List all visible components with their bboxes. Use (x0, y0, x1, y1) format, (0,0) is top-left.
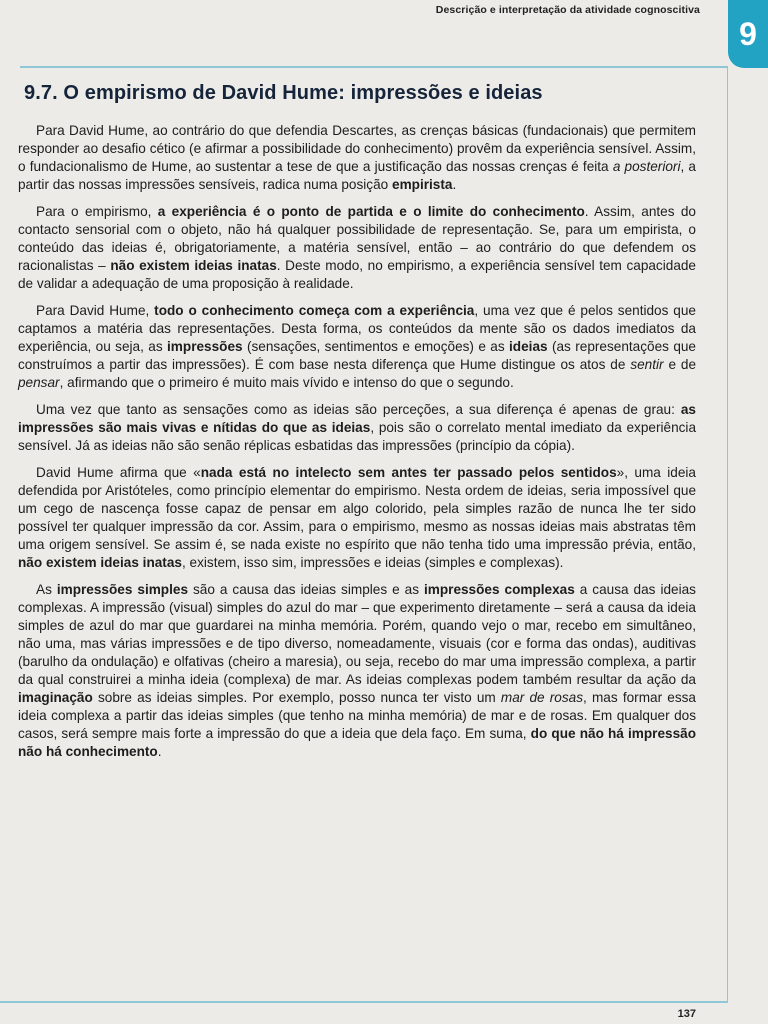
paragraph-6 (18, 581, 696, 761)
body-text (18, 122, 696, 770)
frame-line-right (727, 66, 729, 1001)
text-run: Para David Hume, ao contrário do que defendia Descartes, as crenças básicas (fundacionais) que permitem responder ao desafio cético (e afirmar a possibilidade do conhecimento) provêm da experiência sensível. Assim, o fundacionalismo de Hume, ao sustentar a tese de que a justificação das nossas crenças é feita (18, 123, 696, 174)
text-run: a posteriori (612, 159, 681, 174)
text-run: ideias (509, 339, 548, 354)
text-run: Para o empirismo, (36, 204, 158, 219)
text-run: . Deste modo, no empirismo, a experiência sensível tem capacidade de validar a adequação de uma proposição à realidade. (18, 258, 696, 291)
text-run: », uma ideia defendida por Aristóteles, como princípio elementar do empirismo. Nesta ordem de ideias, seria impossível que um cego de nascença fosse capaz de pensar em algo colorido, pela simples razão de nunca lhe ter sido possível ter qualquer impressão da cor. Assim, para o empirismo, mesmo as nossas ideias mais abstratas têm uma origem sensível. Se assim é, se nada existe no espírito que não tenha tido uma impressão prévia, então, (18, 465, 696, 552)
page-number: 137 (677, 1008, 696, 1020)
frame-line-bottom (0, 1001, 728, 1003)
text-run: . (452, 177, 457, 192)
text-run: Uma vez que tanto as sensações como as ideias são perceções, a sua diferença é apenas de grau: (36, 402, 681, 417)
text-run: impressões simples (56, 582, 189, 597)
text-run: não existem ideias inatas (18, 555, 182, 570)
text-run: , existem, isso sim, impressões e ideias (simples e complexas). (181, 555, 564, 570)
text-run: , a partir das nossas impressões sensíveis, radica numa posição (18, 159, 696, 192)
text-run: imaginação (18, 690, 93, 705)
text-run: nada está no intelecto sem antes ter passado pelos sentidos (200, 465, 617, 480)
text-run: todo o conhecimento começa com a experiência (154, 303, 475, 318)
paragraph-1 (18, 122, 696, 194)
text-run: (sensações, sentimentos e emoções) e as (242, 339, 510, 354)
text-run: as impressões são mais vivas e nítidas do que as ideias (18, 402, 696, 435)
text-run: , mas formar essa ideia complexa a partir das ideias simples (que tenho na minha memória) de mar e de rosas. Em qualquer dos casos, será sempre mais forte a impressão do que a ideia que dela faço. Em suma, (18, 690, 696, 741)
text-run: . (157, 744, 162, 759)
text-run: empirista (392, 177, 453, 192)
text-run: sentir (630, 357, 664, 372)
text-run: do que não há impressão não há conhecimento (18, 726, 697, 759)
text-run: , uma vez que é pelos sentidos que captamos a matéria das representações. Desta forma, os conteúdos da mente são os dados imediatos da experiência, ou seja, as (18, 303, 696, 354)
text-run: , afirmando que o primeiro é muito mais vívido e intenso do que o segundo. (59, 375, 514, 390)
text-run: David Hume afirma que « (36, 465, 201, 480)
text-run: pensar (18, 375, 60, 390)
text-run: . Assim, antes do contacto sensorial com o objeto, não há qualquer possibilidade de representação. Se, para um empirista, o conteúdo das ideias é, obrigatoriamente, a matéria sensível, então – ao contrário do que defendem os racionalistas – (18, 204, 696, 273)
paragraph-4 (18, 401, 696, 455)
text-run: impressões (167, 339, 243, 354)
text-run: são a causa das ideias simples e as (188, 582, 424, 597)
text-run: (as representações que construímos a partir das impressões). É com base nesta diferença que Hume distingue os atos de (18, 339, 696, 372)
text-run: a experiência é o ponto de partida e o limite do conhecimento (157, 204, 585, 219)
text-run: As (36, 582, 57, 597)
text-run: sobre as ideias simples. Por exemplo, posso nunca ter visto um (92, 690, 501, 705)
chapter-tab: 9 (728, 0, 768, 68)
text-run: , pois são o correlato mental imediato da experiência sensível. Já as ideias não são senão réplicas esbatidas das impressões (princípio da cópia). (18, 420, 697, 453)
text-run: mar de rosas (500, 690, 584, 705)
text-run: impressões complexas (423, 582, 575, 597)
paragraph-2 (18, 203, 696, 293)
paragraph-3 (18, 302, 696, 392)
text-run: a causa das ideias complexas. A impressão (visual) simples do azul do mar – que experimento diretamente – será a causa da ideia simples de azul do mar que guardarei na minha memória. Porém, quando vejo o mar, recebo em simultâneo, não uma, mas várias impressões e de tipo diverso, nomeadamente, visuais (cor e forma das ondas), auditivas (barulho da ondulação) e olfativas (cheiro a maresia), ou seja, recebo do mar uma impressão complexa, a partir da qual construirei a minha ideia (complexa) de mar. As ideias complexas podem também resultar da ação da (18, 582, 696, 687)
text-run: Para David Hume, (36, 303, 155, 318)
running-header: Descrição e interpretação da atividade cognoscitiva (435, 4, 700, 16)
paragraph-5 (18, 464, 696, 572)
text-run: e de (663, 357, 697, 372)
section-title: 9.7. O empirismo de David Hume: impressões e ideias (24, 82, 543, 104)
text-run: não existem ideias inatas (110, 258, 277, 273)
frame-line-top (20, 66, 728, 68)
